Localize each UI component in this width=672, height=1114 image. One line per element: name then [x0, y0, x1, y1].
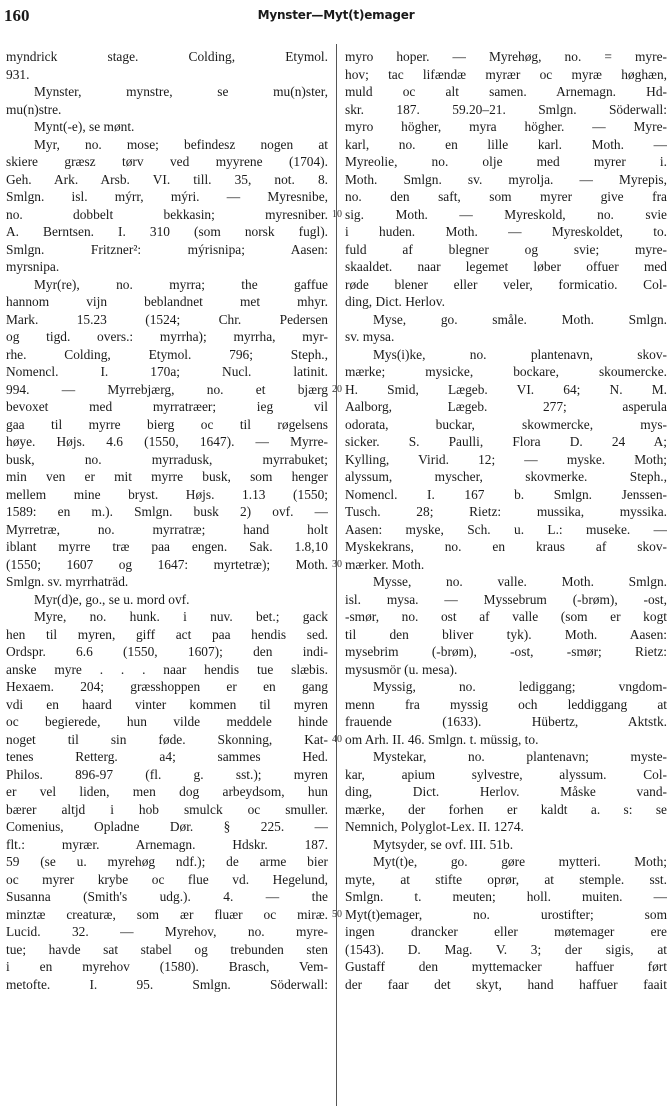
text-line: Myr(d)e, go., se u. mord ovf. — [34, 591, 190, 607]
text-line: kar, apium sylvestre, alyssum. Col- — [345, 766, 667, 782]
text-line: sig. Moth. — Myreskold, no. svie — [345, 206, 667, 222]
text-line: bærer altjd i hob smulck oc smuller. — [6, 801, 328, 817]
running-head: Mynster—Myt(t)emager — [257, 8, 415, 22]
text-line: ingen drancker eller møtemager ere — [345, 924, 667, 939]
margin-line-number: 10 — [332, 208, 342, 220]
text-line: Mysse, no. valle. Moth. Smlgn. — [373, 574, 667, 589]
text-line: mærke, der forhen er kaldt a. s: se — [345, 801, 667, 817]
text-line: myrsnipa. — [6, 259, 60, 274]
text-line: Mynt(-e), se mønt. — [34, 119, 135, 134]
text-line: Aasen: myske, Sch. u. L.: museke. — — [345, 521, 667, 537]
margin-line-number: 50 — [332, 908, 342, 920]
text-line: 931. — [6, 66, 30, 82]
page-number: 160 — [4, 6, 30, 25]
text-line: mellem mine bryst. Højs. 1.13 (1550; — [6, 486, 328, 502]
text-line: frauende (1633). Hübertz, Aktstk. — [345, 714, 667, 729]
right-column — [345, 48, 667, 993]
text-line: i en myrehov (1580). Brasch, Vem- — [6, 959, 328, 974]
text-line: Myse, go. småle. Moth. Smlgn. — [373, 311, 667, 327]
text-line: Lucid. 32. — Myrehov, no. myre- — [6, 924, 328, 939]
left-column — [6, 48, 328, 993]
text-line: tenes Retterg. a4; sammes Hed. — [6, 749, 328, 764]
text-line: hen til myren, giff act paa hendis sed. — [6, 626, 328, 642]
text-line: mærker. Moth. — [345, 556, 425, 572]
text-line: Mynster, mynstre, se mu(n)ster, — [34, 84, 328, 99]
text-line: skiere græsz tørv ved myyrene (1704). — [6, 154, 328, 169]
text-line: Mys(i)ke, no. plantenavn, skov- — [373, 346, 667, 362]
text-line: metofte. I. 95. Smlgn. Söderwall: — [6, 976, 328, 992]
text-line: muld oc alt samen. Arnemagn. Hd- — [345, 84, 667, 99]
text-line: mærke; mysicke, bockare, skoumercke. — [345, 364, 667, 379]
text-line: røde blener eller veler, formicatio. Col- — [345, 276, 667, 292]
text-line: Mytsyder, se ovf. III. 51b. — [373, 836, 514, 852]
text-line: H. Smid, Lægeb. VI. 64; N. M. — [345, 381, 667, 397]
text-line: hannom vijn beblandnet met mhyr. — [6, 294, 328, 309]
text-line: iblant myrre træ paa engen. Sak. 1.8,10 — [6, 539, 328, 554]
text-line: -smør, no. ost af valle (som er kogt — [345, 609, 667, 624]
text-line: Smlgn. Fritzner²: mýrisnipa; Aasen: — [6, 241, 328, 257]
text-line: rhe. Colding, Etymol. 796; Steph., — [6, 346, 328, 362]
text-line: busk, no. myrradusk, myrrabuket; — [6, 451, 328, 467]
text-line: min ven er mit myrre busk, som henger — [6, 469, 328, 484]
text-line: Smlgn. t. meuten; holl. muiten. — — [345, 889, 667, 904]
text-line: Myreolie, no. olje med myrer i. — [345, 154, 667, 169]
text-line: og tigd. overs.: myrrha); myrrha, myr- — [6, 329, 328, 344]
text-line: (1543). D. Mag. V. 3; der sigis, at — [345, 941, 667, 957]
text-line: no. den saft, som myrer give fra — [345, 189, 667, 204]
text-line: mysusmör (u. mesa). — [345, 661, 458, 677]
margin-line-number: 20 — [332, 383, 342, 395]
text-line: skr. 187. 59.20–21. Smlgn. Söderwall: — [345, 101, 667, 117]
text-line: høye. Højs. 4.6 (1550, 1647). — Myrre- — [6, 434, 328, 449]
text-line: Myr, no. mose; befindesz nogen at — [34, 136, 328, 152]
text-line: Myt(t)e, go. gøre mytteri. Moth; — [373, 854, 667, 869]
text-line: odorata, buckar, skowmercke, mys- — [345, 416, 667, 432]
text-line: Smlgn. isl. mýrr, mýri. — Myresnibe, — [6, 189, 328, 204]
text-line: flt.: myrær. Arnemagn. Hdskr. 187. — [6, 836, 328, 852]
text-line: sicker. S. Paulli, Flora D. 24 A; — [345, 434, 667, 449]
text-line: oc myrer krybe oc flue vd. Hegelund, — [6, 871, 328, 887]
text-line: til den bliver tyk). Moth. Aasen: — [345, 626, 667, 642]
text-line: Moth. Smlgn. sv. myrolja. — Myrepis, — [345, 171, 667, 187]
text-line: Gustaff den myttemacker haffuer ført — [345, 959, 667, 974]
text-line: 1589: en m.). Smlgn. busk 2) ovf. — — [6, 504, 328, 519]
text-line: Mark. 15.23 (1524; Chr. Pedersen — [6, 311, 328, 327]
text-line: sv. mysa. — [345, 329, 395, 344]
text-line: skaaldet. naar legemet løber offuer med — [345, 259, 667, 274]
text-line: A. Berntsen. I. 310 (som norsk fugl). — [6, 224, 328, 239]
text-line: om Arh. II. 46. Smlgn. t. müssig, to. — [345, 731, 539, 747]
text-line: Comenius, Opladne Dør. § 225. — — [6, 819, 328, 834]
text-line: Myrretræ, no. myrratræ; hand holt — [6, 521, 328, 537]
text-line: vdi en haard vinter kommen til myren — [6, 696, 328, 712]
text-line: Myssig, no. lediggang; vngdom- — [373, 679, 667, 694]
text-line: Hexaem. 204; græsshoppen er en gang — [6, 679, 328, 694]
text-line: der faar det skyt, hand haffuer faait — [345, 976, 667, 992]
text-line: Nomencl. I. 167 b. Smlgn. Jenssen- — [345, 486, 667, 502]
text-line: myte, at stifte oprør, at stemple. sst. — [345, 871, 667, 887]
text-line: Philos. 896-97 (fl. g. sst.); myren — [6, 766, 328, 782]
text-line: hov; tac lifændæ myrær oc myræ høghæn, — [345, 66, 667, 82]
text-line: Tusch. 28; Rietz: mussika, myssika. — [345, 504, 667, 519]
text-line: Mystekar, no. plantenavn; myste- — [373, 749, 667, 764]
text-line: Kylling, Virid. 12; — myske. Moth; — [345, 451, 667, 467]
text-line: ding, Dict. Herlov. — [345, 294, 445, 309]
text-line: minztæ creaturæ, som ær fluær oc miræ. — [6, 906, 328, 922]
text-line: 59 (se u. myrehøg ndf.); de arme bier — [6, 854, 328, 869]
column-divider — [336, 44, 337, 1106]
text-line: i huden. Moth. — Myreskoldet, to. — [345, 224, 667, 239]
text-line: karl, no. en lille karl. Moth. — — [345, 136, 667, 152]
text-line: Myre, no. hunk. i nuv. bet.; gack — [34, 609, 328, 624]
text-line: no. dobbelt bekkasin; myresniber. — [6, 206, 328, 222]
text-line: er vel liden, men dog arbeydsom, hun — [6, 784, 328, 799]
text-line: Nomencl. I. 170a; Nucl. latinit. — [6, 364, 328, 379]
text-line: mu(n)stre. — [6, 101, 62, 117]
text-line: myro hoper. — Myrehøg, no. = myre- — [345, 49, 667, 64]
text-line: bevoxet med myrratræer; ieg vil — [6, 399, 328, 414]
page-header — [0, 6, 672, 28]
text-line: menn fra myssig och leddiggang at — [345, 696, 667, 712]
text-line: Nemnich, Polyglot-Lex. II. 1274. — [345, 819, 524, 834]
text-line: Ordspr. 6.6 (1550, 1607); den indi- — [6, 644, 328, 659]
text-line: myro högher, myra högher. — Myre- — [345, 119, 667, 134]
text-line: alyssum, myscher, skovmerke. Steph., — [345, 469, 667, 484]
text-line: tue; havde sat stabel og trebunden sten — [6, 941, 328, 957]
text-line: Smlgn. sv. myrrhaträd. — [6, 574, 129, 589]
text-line: oc begierede, hun vilde meddele hinde — [6, 714, 328, 729]
margin-line-number: 40 — [332, 733, 342, 745]
text-line: Geh. Ark. Arsb. VI. till. 35, not. 8. — [6, 171, 328, 187]
text-line: Myr(re), no. myrra; the gaffue — [34, 276, 328, 292]
text-line: myndrick stage. Colding, Etymol. — [6, 49, 328, 64]
text-line: Myt(t)emager, no. urostifter; som — [345, 906, 667, 922]
text-line: 994. — Myrrebjærg, no. et bjærg — [6, 381, 328, 397]
text-line: mysebrim (-brøm), -ost, -smør; Rietz: — [345, 644, 667, 659]
text-line: fuld af blegner og svie; myre- — [345, 241, 667, 257]
margin-line-number: 30 — [332, 558, 342, 570]
text-line: ding, Dict. Herlov. Måske vand- — [345, 784, 667, 799]
text-line: Myskekrans, no. en kraus af skov- — [345, 539, 667, 554]
text-line: anske myre . . . naar hendis tue slæbis. — [6, 661, 328, 677]
text-line: gaa til myrre bierg oc til røgelsens — [6, 416, 328, 432]
text-line: (1550; 1607 og 1647: myrtetræ); Moth. — [6, 556, 328, 572]
text-line: noget til sin føde. Skonning, Kat- — [6, 731, 328, 747]
text-line: isl. mysa. — Myssebrum (-brøm), -ost, — [345, 591, 667, 607]
text-line: Aalborg, Lægeb. 277; asperula — [345, 399, 667, 414]
text-line: Susanna (Smith's udg.). 4. — the — [6, 889, 328, 904]
